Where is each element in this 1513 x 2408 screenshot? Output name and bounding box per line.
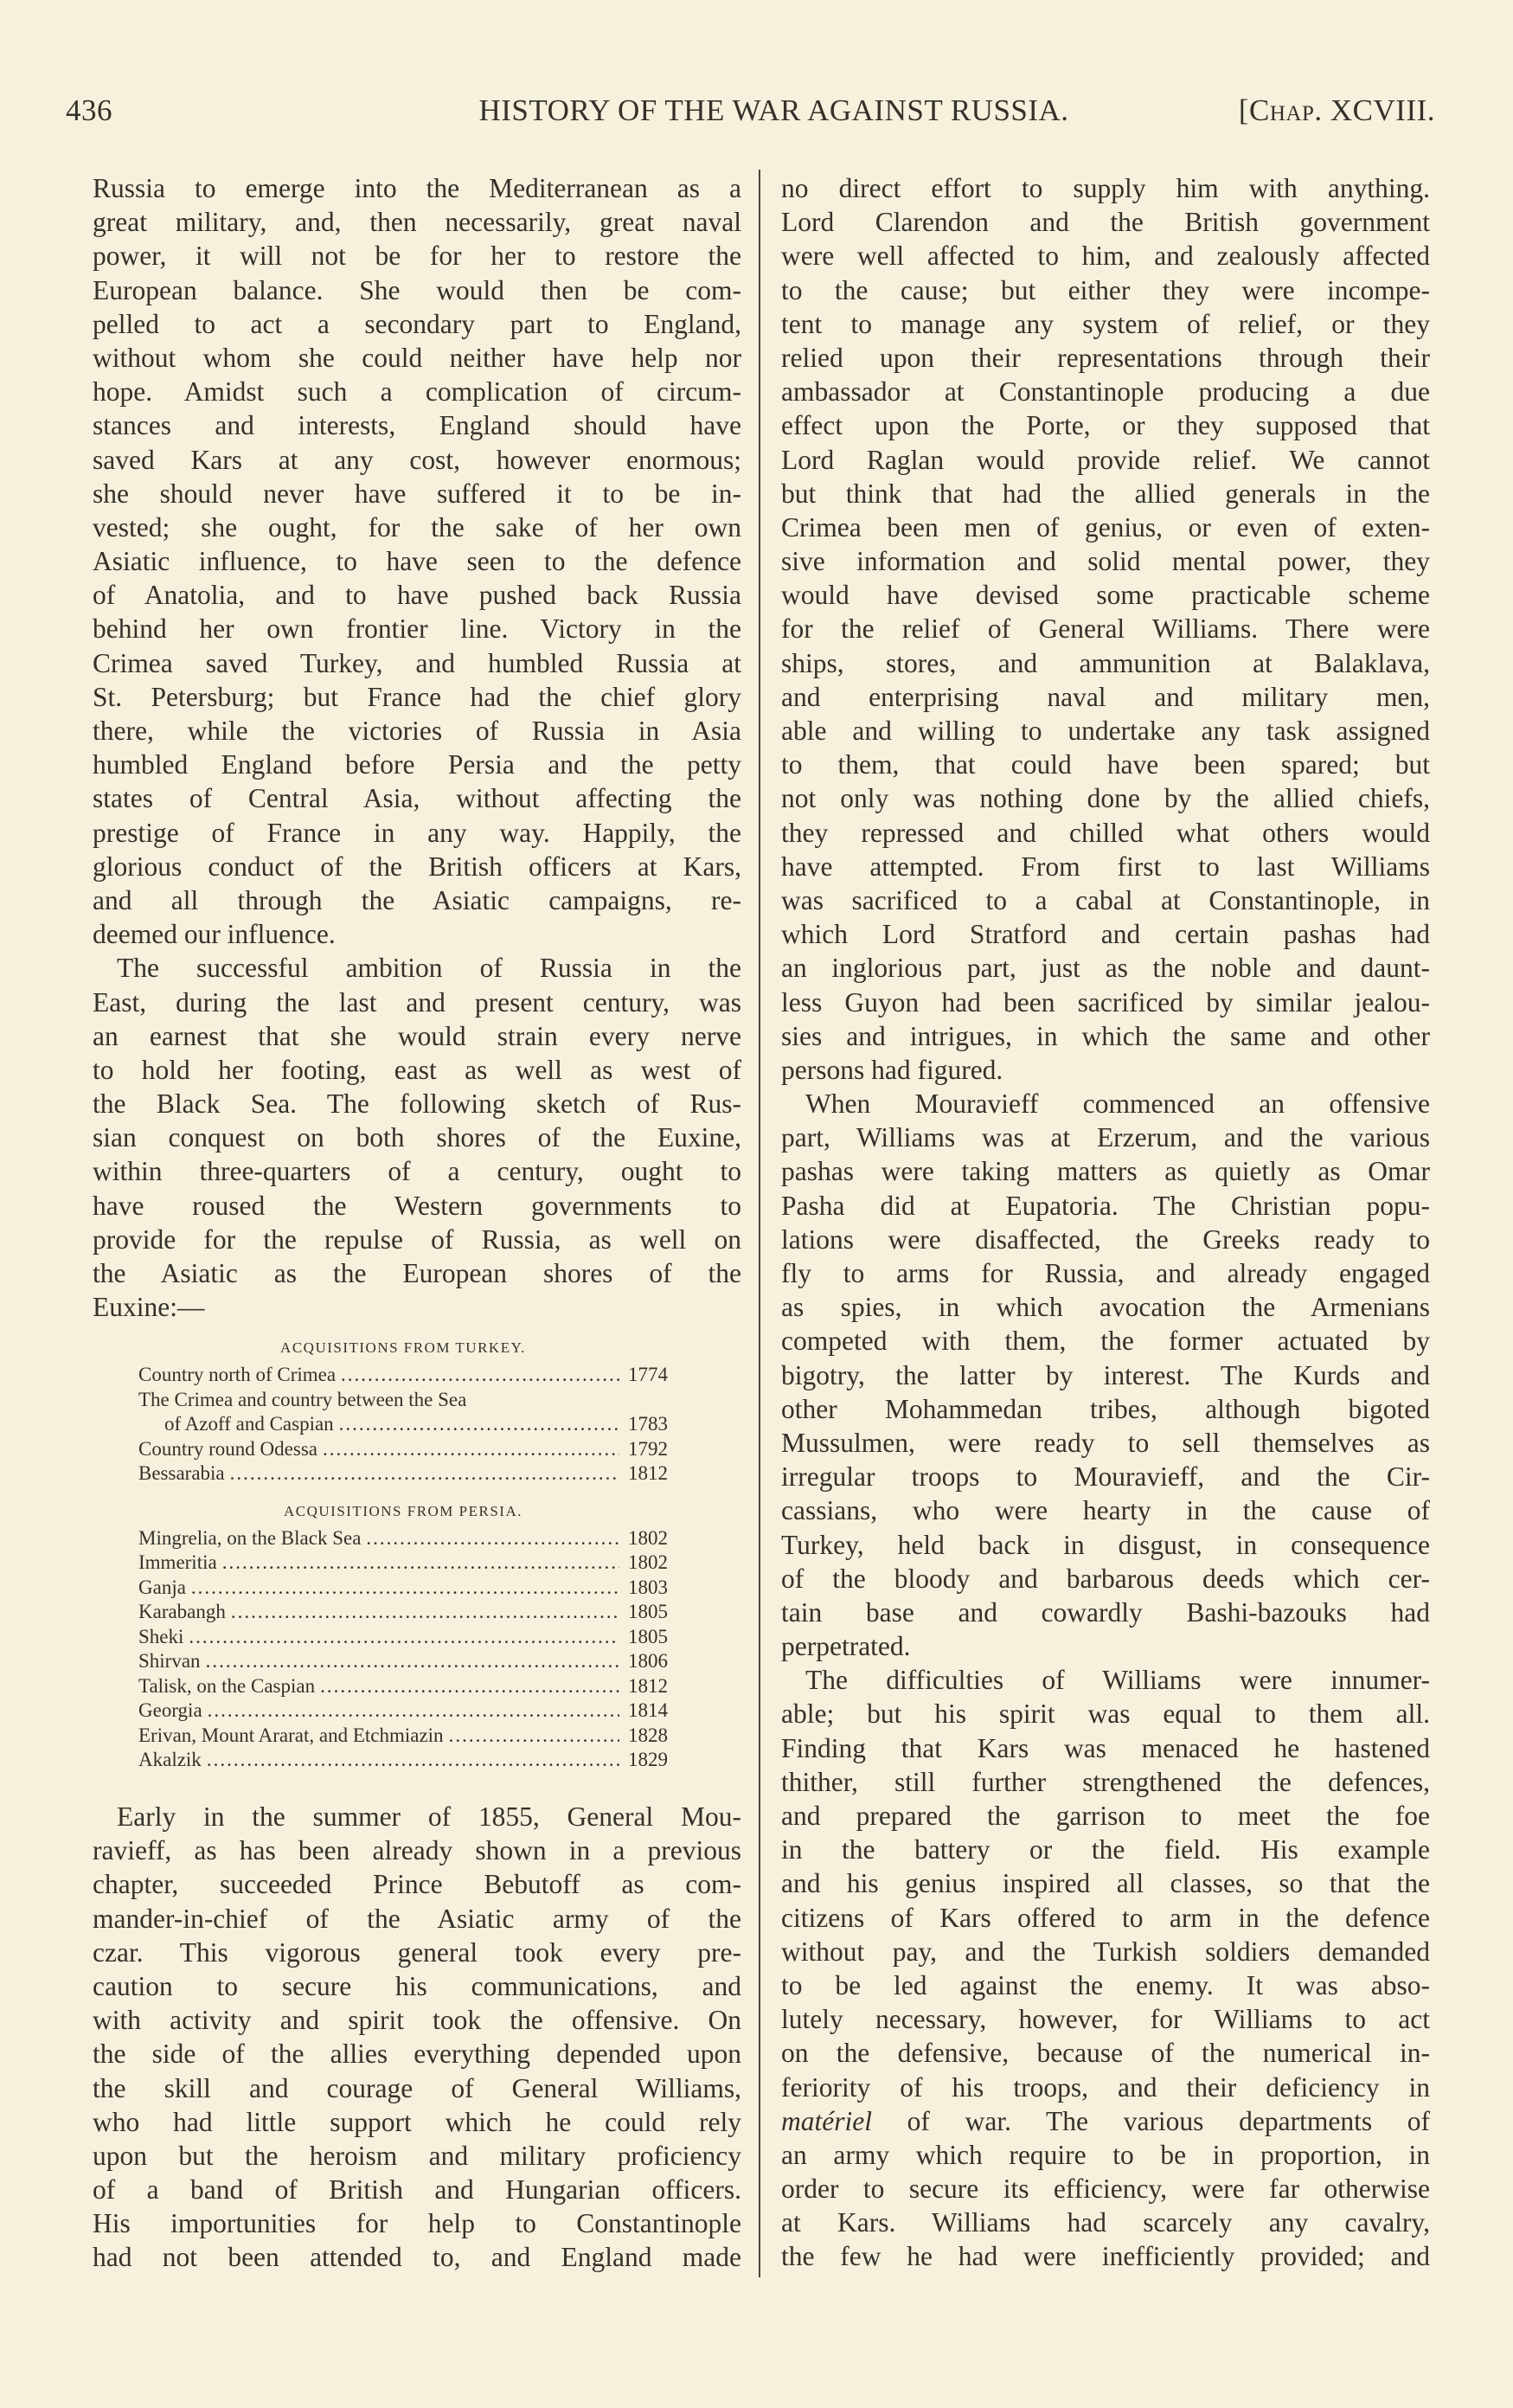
text-line: relied upon their representations through their [781, 342, 1430, 373]
acquisition-year: 1802 [628, 1526, 668, 1549]
dot-leader [186, 1576, 619, 1601]
territory-name: Immeritia [138, 1551, 217, 1573]
text-line: lations were disaffected, the Greeks ready to [781, 1223, 1430, 1255]
text-line: The difficulties of Williams were innumer- [805, 1665, 1430, 1696]
table-row [138, 1437, 668, 1462]
text-line: bigotry, the latter by interest. The Kurds and [781, 1359, 1430, 1390]
text-line: had not been attended to, and England made [93, 2242, 741, 2273]
text-line: great military, and, then necessarily, great naval [93, 207, 741, 238]
text-line: sive information and solid mental power, they [781, 546, 1430, 577]
text-line: East, during the last and present century, was [93, 986, 741, 1018]
text-line: order to secure its efficiency, were far otherwise [781, 2174, 1430, 2205]
text-line: they repressed and chilled what others would [781, 817, 1430, 848]
text-line: pashas were taking matters as quietly as Omar [781, 1156, 1430, 1187]
text-line: prestige of France in any way. Happily, the [93, 817, 741, 848]
table-row [138, 1576, 668, 1601]
acquisition-year: 1792 [628, 1437, 668, 1460]
text-line: thither, still further strengthened the defences, [781, 1766, 1430, 1797]
text-line: competed with them, the former actuated by [781, 1326, 1430, 1357]
text-line: lutely necessary, however, for Williams to act [781, 2004, 1430, 2035]
territory-name: Karabangh [138, 1601, 226, 1622]
dot-leader [444, 1724, 619, 1749]
text-line: His importunities for help to Constantinople [93, 2208, 741, 2239]
text-line: power, it will not be for her to restore the [93, 241, 741, 272]
left-column-bottom-text [93, 1800, 741, 2275]
text-line: glorious conduct of the British officers at Kars, [93, 851, 741, 882]
acquisition-year: 1802 [628, 1551, 668, 1573]
text-line: for the relief of General Williams. There were [781, 613, 1430, 645]
right-column-text [781, 171, 1430, 2274]
text-line: vested; she ought, for the sake of her own [93, 511, 741, 543]
text-line: the skill and courage of General Williams, [93, 2072, 741, 2103]
text-line: tent to manage any system of relief, or they [781, 308, 1430, 339]
text-line: have roused the Western governments to [93, 1190, 741, 1221]
page-number: 436 [66, 93, 112, 127]
acquisition-year: 1803 [628, 1576, 668, 1598]
table-row [138, 1748, 668, 1773]
acquisition-year: 1812 [628, 1674, 668, 1697]
left-column-top-text [93, 171, 741, 1324]
text-line: sies and intrigues, in which the same and other [781, 1020, 1430, 1051]
text-line: Euxine:— [93, 1292, 205, 1323]
dot-leader [201, 1649, 619, 1674]
text-line: perpetrated. [781, 1631, 911, 1662]
text-line: of Anatolia, and to have pushed back Russia [93, 580, 741, 611]
table-section-heading: ACQUISITIONS FROM PERSIA. [283, 1502, 522, 1519]
table-row [138, 1600, 668, 1625]
text-line: who had little support which he could rely [93, 2106, 741, 2137]
text-line: the Asiatic as the European shores of the [93, 1258, 741, 1288]
text-line: no direct effort to supply him with anything. [781, 173, 1430, 203]
dot-leader [334, 1412, 619, 1437]
dot-leader [225, 1461, 619, 1487]
acquisition-year: 1812 [628, 1462, 668, 1484]
text-line: irregular troops to Mouravieff, and the Cir- [781, 1461, 1430, 1493]
text-line: and all through the Asiatic campaigns, re- [93, 884, 741, 915]
text-line: chapter, succeeded Prince Bebutoff as com- [93, 1869, 741, 1900]
dot-leader [315, 1674, 619, 1699]
text-line: the Black Sea. The following sketch of Rus- [93, 1088, 741, 1120]
text-line: was sacrificed to a cabal at Constantinople, in [781, 884, 1430, 915]
dot-leader [226, 1600, 619, 1625]
text-line: in the battery or the field. His example [781, 1834, 1430, 1865]
dot-leader [202, 1698, 619, 1724]
territory-name: Country round Odessa [138, 1437, 317, 1460]
text-line: tain base and cowardly Bashi-bazouks had [781, 1596, 1430, 1628]
dot-leader [183, 1625, 619, 1650]
dot-leader [466, 1388, 619, 1413]
territory-name: Talisk, on the Caspian [138, 1674, 316, 1697]
text-line: would have devised some practicable scheme [781, 580, 1430, 611]
territory-name: Shirvan [138, 1650, 201, 1672]
text-line: Russia to emerge into the Mediterranean as a [93, 173, 741, 203]
text-line: mander-in-chief of the Asiatic army of the [93, 1903, 741, 1934]
text-line: able; but his spirit was equal to them all. [781, 1698, 1430, 1730]
text-line: provide for the repulse of Russia, as well on [93, 1223, 741, 1255]
text-line: an earnest that she would strain every nerve [93, 1020, 741, 1051]
territory-name: Bessarabia [138, 1462, 225, 1484]
text-line: within three-quarters of a century, ought to [93, 1156, 741, 1187]
column-divider [759, 170, 760, 2277]
text-line: other Mohammedan tribes, although bigoted [781, 1393, 1430, 1424]
table-row [138, 1388, 668, 1413]
text-line: pelled to act a secondary part to England, [93, 308, 741, 339]
text-line: to the cause; but either they were incompe- [781, 274, 1430, 305]
text-line: able and willing to undertake any task assigned [781, 716, 1430, 746]
text-line: have attempted. From first to last Williams [781, 851, 1430, 882]
text-line: on the defensive, because of the numerical in- [781, 2038, 1430, 2069]
territory-name: Sheki [138, 1625, 184, 1647]
territory-name: Ganja [138, 1576, 186, 1598]
text-line: caution to secure his communications, and [93, 1970, 741, 2001]
text-line: not only was nothing done by the allied chiefs, [781, 783, 1430, 814]
text-line: were well affected to him, and zealously affected [781, 241, 1430, 272]
table-row [138, 1649, 668, 1674]
table-row [138, 1461, 668, 1487]
text-line: which Lord Stratford and certain pashas had [781, 919, 1430, 950]
territory-name: Mingrelia, on the Black Sea [138, 1526, 362, 1549]
territory-name: Country north of Crimea [138, 1364, 337, 1385]
text-line: sian conquest on both shores of the Euxine, [93, 1122, 741, 1153]
text-line: The successful ambition of Russia in the [117, 953, 741, 984]
table-row [138, 1674, 668, 1699]
text-line: ships, stores, and ammunition at Balaklava, [781, 647, 1430, 678]
text-line: and prepared the garrison to meet the foe [781, 1801, 1430, 1831]
text-line: fly to arms for Russia, and already engaged [781, 1258, 1430, 1288]
text-line: upon but the heroism and military proficiency [93, 2140, 741, 2171]
text-line: Lord Raglan would provide relief. We cannot [781, 444, 1430, 475]
text-line: without whom she could neither have help nor [93, 342, 741, 373]
text-line: Lord Clarendon and the British government [781, 207, 1430, 238]
text-line: ravieff, as has been already shown in a previous [93, 1835, 741, 1866]
text-line: she should never have suffered it to be in- [93, 478, 741, 509]
table-row [138, 1526, 668, 1551]
text-line: St. Petersburg; but France had the chief glory [93, 681, 741, 712]
text-line: an army which require to be in proportion, in [781, 2139, 1430, 2170]
text-line: czar. This vigorous general took every pre- [93, 1936, 741, 1968]
chapter-label: [Chap. XCVIII. [1238, 93, 1435, 127]
territory-name: Georgia [138, 1699, 202, 1721]
text-line: to them, that could have been spared; but [781, 749, 1430, 780]
text-line: When Mouravieff commenced an offensive [805, 1088, 1430, 1120]
dot-leader [336, 1363, 619, 1388]
text-line: humbled England before Persia and the petty [93, 749, 741, 780]
table-row [138, 1412, 668, 1437]
text-line: behind her own frontier line. Victory in the [93, 613, 741, 645]
dot-leader [202, 1748, 619, 1773]
territory-name: Akalzik [138, 1749, 202, 1770]
dot-leader [217, 1551, 619, 1576]
territory-name: of Azoff and Caspian [164, 1413, 334, 1435]
text-line: Crimea saved Turkey, and humbled Russia at [93, 647, 741, 678]
text-line: without pay, and the Turkish soldiers demanded [781, 1936, 1430, 1967]
table-section-heading: ACQUISITIONS FROM TURKEY. [280, 1339, 526, 1356]
text-line: part, Williams was at Erzerum, and the various [781, 1122, 1430, 1153]
text-line: there, while the victories of Russia in Asia [93, 716, 741, 746]
text-line: and enterprising naval and military men, [781, 681, 1430, 712]
acquisition-year: 1774 [628, 1364, 668, 1385]
text-line: citizens of Kars offered to arm in the defence [781, 1902, 1430, 1933]
text-line: feriority of his troops, and their deficiency in [781, 2071, 1430, 2103]
acquisition-year: 1805 [628, 1601, 668, 1622]
text-line: European balance. She would then be com- [93, 274, 741, 305]
text-line: less Guyon had been sacrificed by similar jealou- [781, 986, 1430, 1018]
text-line: Asiatic influence, to have seen to the defence [93, 546, 741, 577]
text-line: to be led against the enemy. It was abso- [781, 1969, 1430, 2000]
text-line: Crimea been men of genius, or even of exten- [781, 511, 1430, 543]
text-line: Early in the summer of 1855, General Mou- [117, 1801, 741, 1832]
text-line: of a band of British and Hungarian officers. [93, 2174, 741, 2206]
text-line: states of Central Asia, without affecting the [93, 783, 741, 814]
territory-name: The Crimea and country between the Sea [138, 1388, 467, 1410]
text-line: ambassador at Constantinople producing a due [781, 376, 1430, 408]
text-line: cassians, who were hearty in the cause of [781, 1495, 1430, 1526]
acquisition-year: 1828 [628, 1724, 668, 1746]
dot-leader [361, 1526, 619, 1551]
italic-word: matériel [781, 2105, 872, 2136]
acquisition-year: 1806 [628, 1650, 668, 1672]
acquisition-year: 1783 [628, 1413, 668, 1435]
running-title: HISTORY OF THE WAR AGAINST RUSSIA. [478, 93, 1069, 127]
acquisitions-table [138, 1328, 668, 1773]
text-line: Mussulmen, were ready to sell themselves as [781, 1427, 1430, 1458]
text-line: and his genius inspired all classes, so that the [781, 1868, 1430, 1899]
text-line: of the bloody and barbarous deeds which cer- [781, 1563, 1430, 1594]
text-line: with activity and spirit took the offensive. On [93, 2005, 741, 2036]
dot-leader [317, 1437, 619, 1462]
acquisition-year [619, 1388, 668, 1413]
text-line: but think that had the allied generals in the [781, 478, 1430, 509]
text-line: an inglorious part, just as the noble and daunt- [781, 953, 1430, 984]
table-row [138, 1724, 668, 1749]
text-line: deemed our influence. [93, 919, 336, 950]
text-line: the side of the allies everything depended upon [93, 2039, 741, 2070]
text-line: Finding that Kars was menaced he hastened [781, 1732, 1430, 1763]
text-line: the few he had were inefficiently provided; and [781, 2241, 1430, 2272]
text-line: persons had figured. [781, 1054, 1003, 1085]
text-span: of war. The various departments of [871, 2105, 1430, 2136]
table-row [138, 1551, 668, 1576]
text-line: stances and interests, England should have [93, 410, 741, 441]
acquisition-year: 1805 [628, 1625, 668, 1647]
text-line: effect upon the Porte, or they supposed that [781, 410, 1430, 441]
table-row [138, 1625, 668, 1650]
text-line: Turkey, held back in disgust, in consequence [781, 1529, 1430, 1560]
text-line [781, 2104, 1430, 2138]
territory-name: Erivan, Mount Ararat, and Etchmiazin [138, 1724, 444, 1746]
text-line: to hold her footing, east as well as west of [93, 1054, 741, 1085]
table-row [138, 1363, 668, 1388]
text-line: as spies, in which avocation the Armenians [781, 1292, 1430, 1323]
text-line: Pasha did at Eupatoria. The Christian popu- [781, 1190, 1430, 1221]
table-row [138, 1698, 668, 1724]
acquisition-year: 1829 [628, 1749, 668, 1770]
text-line: hope. Amidst such a complication of circum- [93, 376, 741, 408]
text-line: at Kars. Williams had scarcely any cavalry, [781, 2207, 1430, 2238]
text-line: saved Kars at any cost, however enormous; [93, 444, 741, 475]
acquisition-year: 1814 [628, 1699, 668, 1721]
